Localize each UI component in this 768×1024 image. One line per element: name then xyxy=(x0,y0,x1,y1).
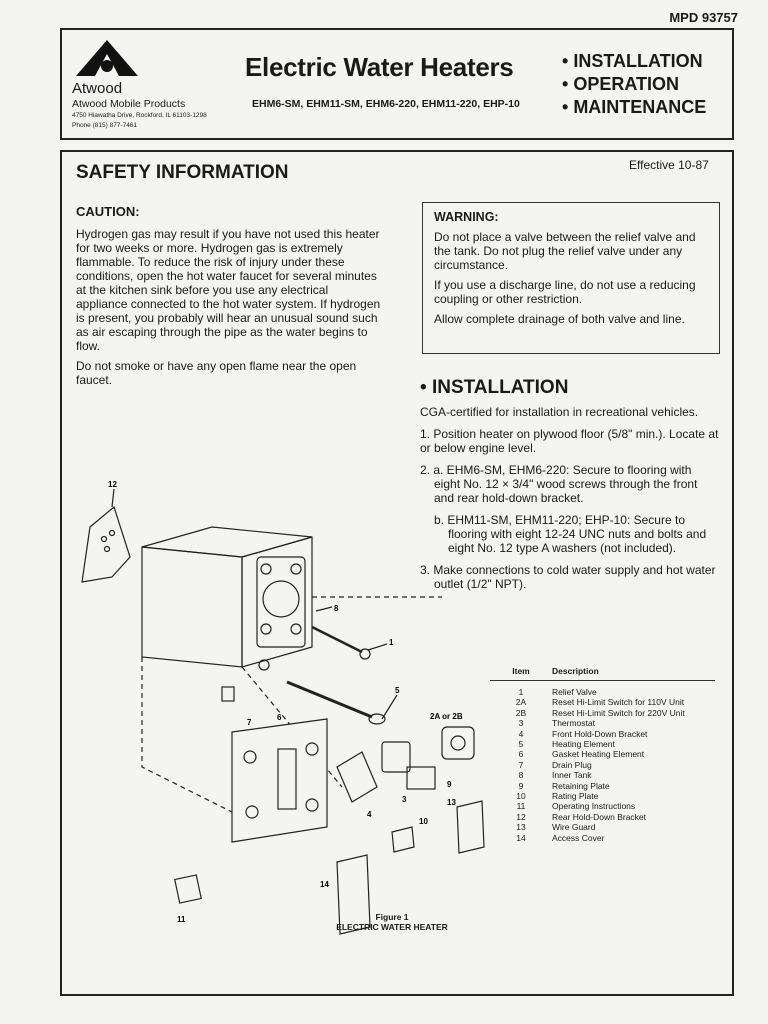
table-row xyxy=(490,760,715,770)
item-description: Heating Element xyxy=(552,739,615,750)
item-description: Relief Valve xyxy=(552,687,597,697)
warning-paragraph-2: If you use a discharge line, do not use a reducing coupling or other restriction. xyxy=(434,278,696,306)
item-number: 10 xyxy=(516,791,526,802)
warning-paragraph-1: Do not place a valve between the relief valve and the tank. Do not plug the relief valve under any circumstance. xyxy=(434,230,696,272)
installation-step: 1. Position heater on plywood floor (5/8" min.). Locate at or below engine level. xyxy=(420,427,719,455)
table-row xyxy=(490,739,715,749)
item-number: 2A xyxy=(515,697,527,708)
item-description: Gasket Heating Element xyxy=(552,749,645,760)
item-description: Reset Hi-Limit Switch for 220V Unit xyxy=(552,707,685,718)
table-row xyxy=(490,833,715,843)
column-item: Item xyxy=(512,666,530,676)
table-row xyxy=(490,708,715,718)
item-description: Retaining Plate xyxy=(552,780,610,791)
topic-operation: • OPERATION xyxy=(562,73,706,96)
callout-label: 1 xyxy=(389,638,394,647)
item-number: 6 xyxy=(518,749,524,760)
effective-date: Effective 10-87 xyxy=(629,158,709,172)
item-number: 2B xyxy=(515,707,527,718)
diagram-callouts xyxy=(72,480,502,947)
callout-label: 9 xyxy=(447,780,452,789)
header-box xyxy=(60,28,734,140)
model-list: EHM6-SM, EHM11-SM, EHM6-220, EHM11-220, EHP-10 xyxy=(252,98,520,110)
item-description: Operating Instructions xyxy=(552,801,636,812)
callout-label: 12 xyxy=(108,480,117,489)
installation-step: b. EHM11-SM, EHM11-220; EHP-10: Secure to flooring with eight 12-24 UNC nuts and bolts and eight No. 12 type A washers (not included). xyxy=(434,513,707,555)
callout-label: 14 xyxy=(320,880,329,889)
item-number: 8 xyxy=(518,770,524,781)
item-number: 14 xyxy=(516,832,526,843)
item-description: Inner Tank xyxy=(552,770,592,781)
item-description: Front Hold-Down Bracket xyxy=(552,728,648,739)
item-number: 1 xyxy=(518,687,524,697)
callout-label: 4 xyxy=(367,810,372,819)
item-number: 9 xyxy=(518,780,524,791)
item-number: 5 xyxy=(518,739,524,750)
table-body xyxy=(490,687,715,843)
company-phone: Phone (815) 877-7461 xyxy=(72,122,138,129)
company-address: 4750 Hiawatha Drive, Rockford, IL 61103-1298 xyxy=(72,112,207,119)
warning-box xyxy=(422,202,720,354)
atwood-logo-icon xyxy=(72,38,142,78)
table-header xyxy=(490,666,715,681)
caution-paragraph: Hydrogen gas may result if you have not used this heater for two weeks or more. Hydrogen gas is extremely flammable. To reduce the risk of injury under these conditions, open the hot water faucet for several minutes at the kitchen sink before you use any electrical appliance connected to the hot water system. If hydrogen is present, you probably will hear an unusual sound such as air escaping through the pipe as the water begins to flow. xyxy=(76,227,381,353)
callout-label: 5 xyxy=(395,686,400,695)
installation-heading: • INSTALLATION xyxy=(420,377,720,399)
caution-section xyxy=(76,204,382,387)
parts-table xyxy=(490,666,715,843)
company-name: Atwood Mobile Products xyxy=(72,98,186,110)
item-number: 13 xyxy=(516,822,526,833)
table-row xyxy=(490,697,715,707)
item-description: Rear Hold-Down Bracket xyxy=(552,811,647,822)
document-number: MPD 93757 xyxy=(669,10,738,25)
figure-number: Figure 1 xyxy=(375,912,409,922)
item-number: 11 xyxy=(516,801,526,812)
installation-intro: CGA-certified for installation in recreational vehicles. xyxy=(420,405,699,419)
callout-label: 8 xyxy=(334,604,339,613)
warning-paragraph-3: Allow complete drainage of both valve and line. xyxy=(434,312,685,326)
safety-title: SAFETY INFORMATION xyxy=(76,162,289,183)
table-row xyxy=(490,781,715,791)
callout-label: 3 xyxy=(402,795,407,804)
item-description: Reset Hi-Limit Switch for 110V Unit xyxy=(552,697,685,708)
content-box xyxy=(60,150,734,996)
caution-paragraph-2: Do not smoke or have any open flame near the open faucet. xyxy=(76,359,357,387)
topic-installation: • INSTALLATION xyxy=(562,50,706,73)
callout-label: 6 xyxy=(277,713,282,722)
brand-name: Atwood xyxy=(72,80,123,97)
item-description: Access Cover xyxy=(552,832,605,843)
page-title: Electric Water Heaters xyxy=(245,52,514,82)
callout-label: 10 xyxy=(419,817,428,826)
table-row xyxy=(490,770,715,780)
company-logo xyxy=(72,38,222,130)
figure-title: ELECTRIC WATER HEATER xyxy=(336,922,448,932)
installation-step: 3. Make connections to cold water supply and hot water outlet (1/2" NPT). xyxy=(420,563,716,591)
topic-maintenance: • MAINTENANCE xyxy=(562,96,706,119)
callout-label: 2A or 2B xyxy=(430,712,463,721)
installation-step: 2. a. EHM6-SM, EHM6-220: Secure to flooring with eight No. 12 × 3/4" wood screws through the front and rear hold-down bracket. xyxy=(420,463,698,505)
callout-label: 7 xyxy=(247,718,252,727)
table-row xyxy=(490,729,715,739)
item-description: Wire Guard xyxy=(552,822,596,833)
table-row xyxy=(490,822,715,832)
callout-label: 13 xyxy=(447,798,456,807)
callout-label: 11 xyxy=(177,915,186,924)
table-row xyxy=(490,812,715,822)
item-description: Thermostat xyxy=(552,718,595,729)
warning-heading: WARNING: xyxy=(434,210,499,224)
caution-heading: CAUTION: xyxy=(76,204,140,219)
table-row xyxy=(490,718,715,728)
item-number: 3 xyxy=(518,718,524,729)
topic-list xyxy=(562,50,706,119)
table-row xyxy=(490,791,715,801)
figure-caption xyxy=(292,912,492,932)
item-description: Rating Plate xyxy=(552,791,599,802)
table-row xyxy=(490,687,715,697)
table-row xyxy=(490,801,715,811)
item-description: Drain Plug xyxy=(552,759,592,770)
column-description: Description xyxy=(552,666,599,676)
item-number: 12 xyxy=(516,811,526,822)
item-number: 7 xyxy=(518,759,524,770)
table-row xyxy=(490,749,715,759)
item-number: 4 xyxy=(518,728,524,739)
